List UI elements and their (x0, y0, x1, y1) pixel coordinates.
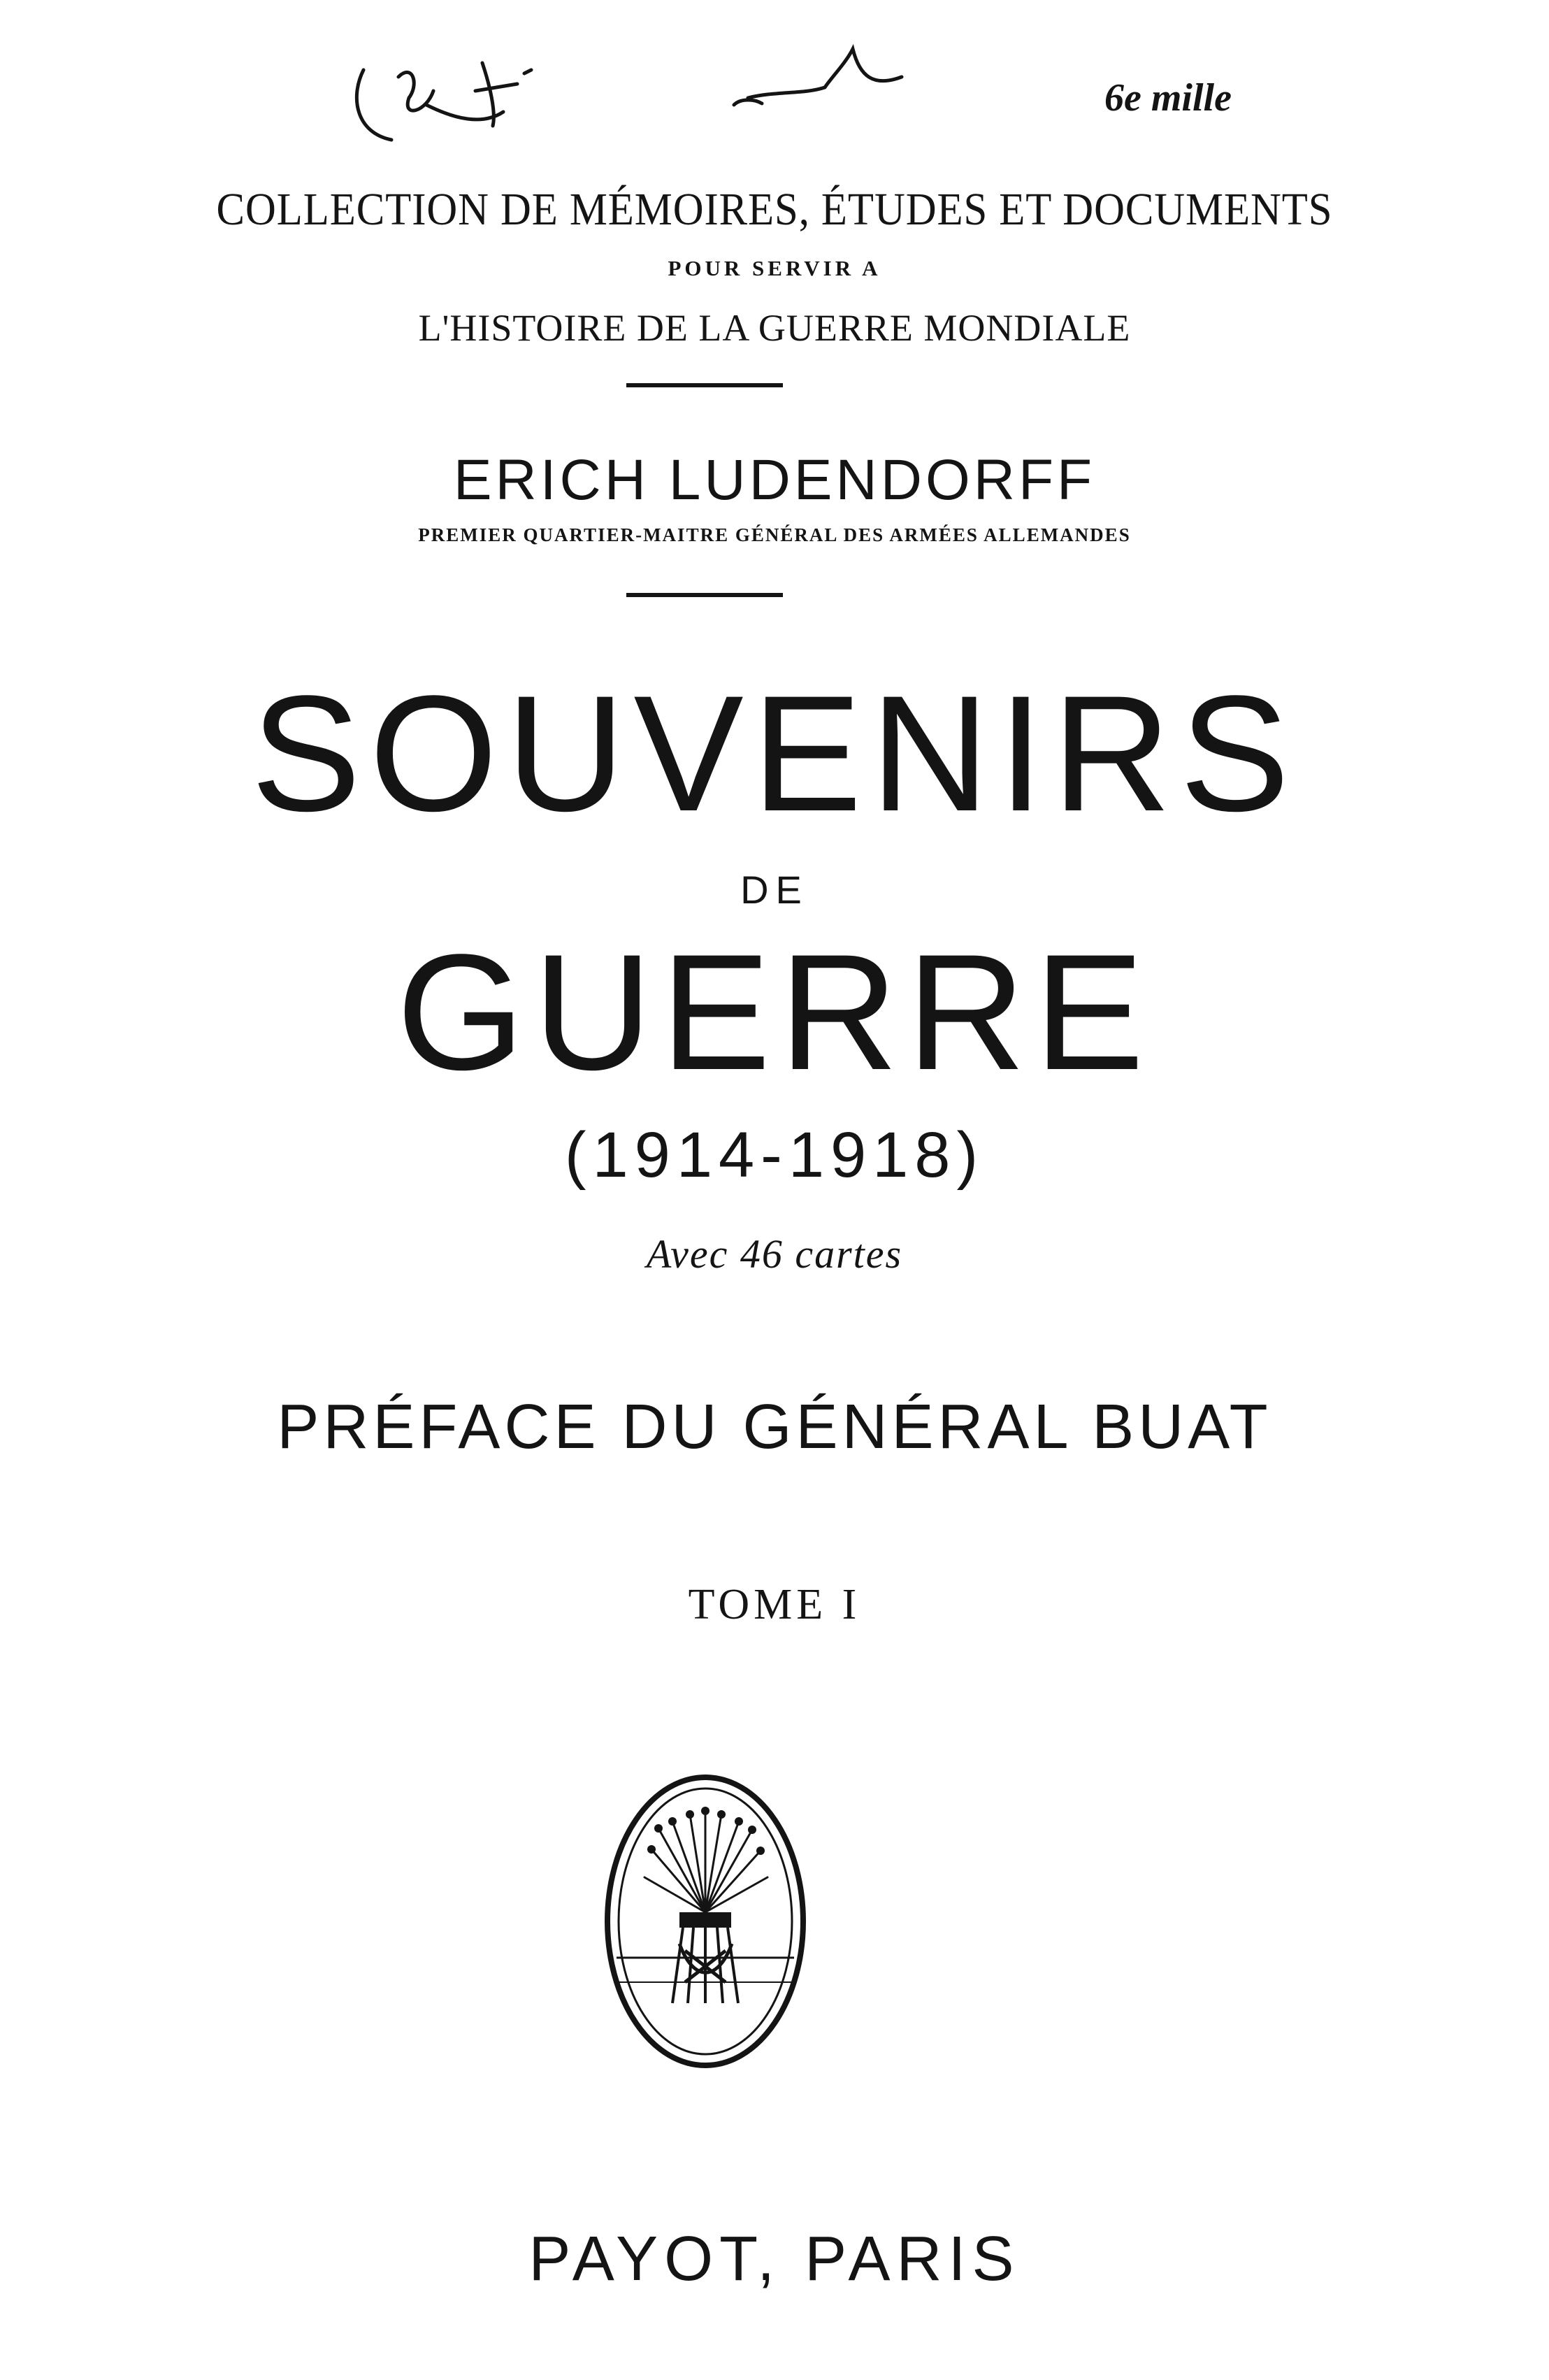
edition-note: 6e mille (1104, 76, 1232, 120)
volume-label: TOME I (688, 1581, 861, 1628)
book-dates: (1914-1918) (564, 1119, 985, 1191)
book-title-connector: DE (740, 868, 809, 912)
collection-heading: COLLECTION DE MÉMOIRES, ÉTUDES ET DOCUMENTS (216, 184, 1333, 235)
divider-rule (626, 593, 783, 597)
author-title: PREMIER QUARTIER-MAITRE GÉNÉRAL DES ARMÉES ALLEMANDES (418, 524, 1131, 545)
author-name: ERICH LUDENDORFF (453, 448, 1096, 512)
book-title-line2: GUERRE (396, 920, 1153, 1105)
handwritten-inscription (343, 21, 958, 161)
collection-series: L'HISTOIRE DE LA GUERRE MONDIALE (418, 307, 1131, 349)
book-title-line1: SOUVENIRS (250, 661, 1299, 846)
wheat-sheaf-emblem (603, 1772, 808, 2070)
publisher-imprint: PAYOT, PARIS (528, 2224, 1021, 2294)
divider-rule (626, 383, 783, 387)
maps-note: Avec 46 cartes (646, 1231, 903, 1277)
preface-credit: PRÉFACE DU GÉNÉRAL BUAT (277, 1392, 1272, 1462)
collection-subheading: POUR SERVIR A (668, 256, 881, 280)
